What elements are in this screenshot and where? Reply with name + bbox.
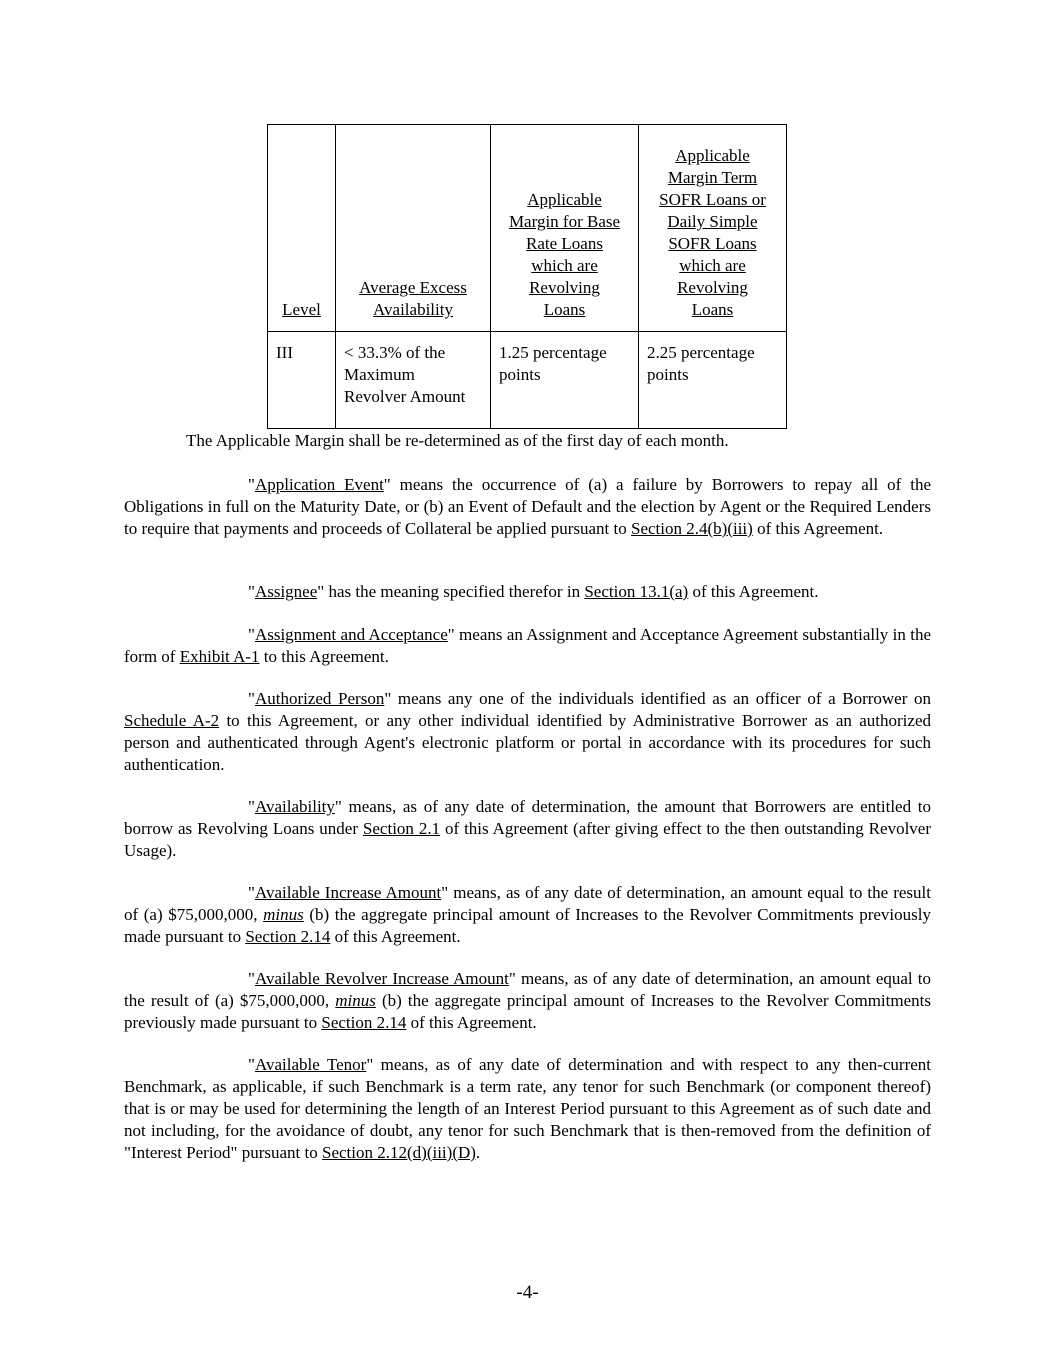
applicable-margin-table xyxy=(267,124,787,429)
term-application-event: Application Event xyxy=(254,475,384,494)
term-authorized-person: Authorized Person xyxy=(254,689,385,708)
header-average-excess-availability: Average Excess Availability xyxy=(336,125,491,332)
definition-available-increase-amount: "Available Increase Amount" means, as of any date of determination, an amount equal to the result of (a) $75,000,000, minus (b) the aggregate principal amount of Increases to the Revolver Commitments previously made pursuant to Section 2.14 of this Agreement. xyxy=(124,883,931,946)
section-ref-link: Section 2.12(d)(iii)(D) xyxy=(322,1143,476,1162)
header-sofr-margin: Applicable Margin Term SOFR Loans or Daily Simple SOFR Loans which are Revolving Loans xyxy=(639,125,787,332)
term-assignee: Assignee xyxy=(254,582,318,601)
section-ref-link: Section 2.1 xyxy=(362,819,441,838)
minus-emphasis: minus xyxy=(263,905,304,924)
term-available-revolver-increase-amount: Available Revolver Increase Amount xyxy=(254,969,509,988)
table-row xyxy=(268,332,787,429)
definition-authorized-person: "Authorized Person" means any one of the individuals identified as an officer of a Borrower on Schedule A-2 to this Agreement, or any other individual identified by Administrative Borrower as an authorized person and authenticated through Agent's electronic platform or portal in accordance with its procedures for such authentication. xyxy=(124,689,931,774)
cell-sofr-margin: 2.25 percentage points xyxy=(639,332,787,429)
definition-available-revolver-increase-amount: "Available Revolver Increase Amount" means, as of any date of determination, an amount equal to the result of (a) $75,000,000, minus (b) the aggregate principal amount of Increases to the Revolver Commitments previously made pursuant to Section 2.14 of this Agreement. xyxy=(124,969,932,1032)
term-assignment-and-acceptance: Assignment and Acceptance xyxy=(254,625,448,644)
cell-base-rate-margin: 1.25 percentage points xyxy=(491,332,639,429)
section-ref-link: Section 13.1(a) xyxy=(584,582,689,601)
section-ref-link: Section 2.4(b)(iii) xyxy=(631,519,753,538)
term-available-increase-amount: Available Increase Amount xyxy=(254,883,442,902)
term-availability: Availability xyxy=(254,797,335,816)
definition-application-event: "Application Event" means the occurrence of (a) a failure by Borrowers to repay all of the Obligations in full on the Maturity Date, or (b) an Event of Default and the election by Agent or the Required Lenders to require that payments and proceeds of Collateral be applied pursuant to Section 2.4(b)(iii) of this Agreement. xyxy=(124,475,931,538)
table-header-row xyxy=(268,125,787,332)
schedule-ref-link: Schedule A-2 xyxy=(124,711,220,730)
header-level: Level xyxy=(268,125,336,332)
section-ref-link: Section 2.14 xyxy=(245,927,331,946)
definition-assignment-and-acceptance: "Assignment and Acceptance" means an Assignment and Acceptance Agreement substantially in the form of Exhibit A-1 to this Agreement. xyxy=(124,625,932,666)
minus-emphasis: minus xyxy=(335,991,376,1010)
definition-availability: "Availability" means, as of any date of determination, the amount that Borrowers are entitled to borrow as Revolving Loans under Section 2.1 of this Agreement (after giving effect to the then outstanding Revolver Usage). xyxy=(124,797,931,860)
term-available-tenor: Available Tenor xyxy=(254,1055,367,1074)
definition-assignee: "Assignee" has the meaning specified therefor in Section 13.1(a) of this Agreement. xyxy=(248,582,819,601)
section-ref-link: Section 2.14 xyxy=(321,1013,407,1032)
page-number: -4- xyxy=(516,1282,539,1303)
exhibit-ref-link: Exhibit A-1 xyxy=(179,647,260,666)
header-base-rate-margin: Applicable Margin for Base Rate Loans which are Revolving Loans xyxy=(491,125,639,332)
cell-level: III xyxy=(268,332,336,429)
cell-average-excess-availability: < 33.3% of the Maximum Revolver Amount xyxy=(336,332,491,429)
definition-available-tenor: "Available Tenor" means, as of any date of determination and with respect to any then-current Benchmark, as applicable, if such Benchmark is a term rate, any tenor for such Benchmark (or component thereof) that is or may be used for determining the length of an Interest Period pursuant to this Agreement as of such date and not including, for the avoidance of doubt, any tenor for such Benchmark that is then-removed from the definition of "Interest Period" pursuant to Section 2.12(d)(iii)(D). xyxy=(124,1055,931,1162)
